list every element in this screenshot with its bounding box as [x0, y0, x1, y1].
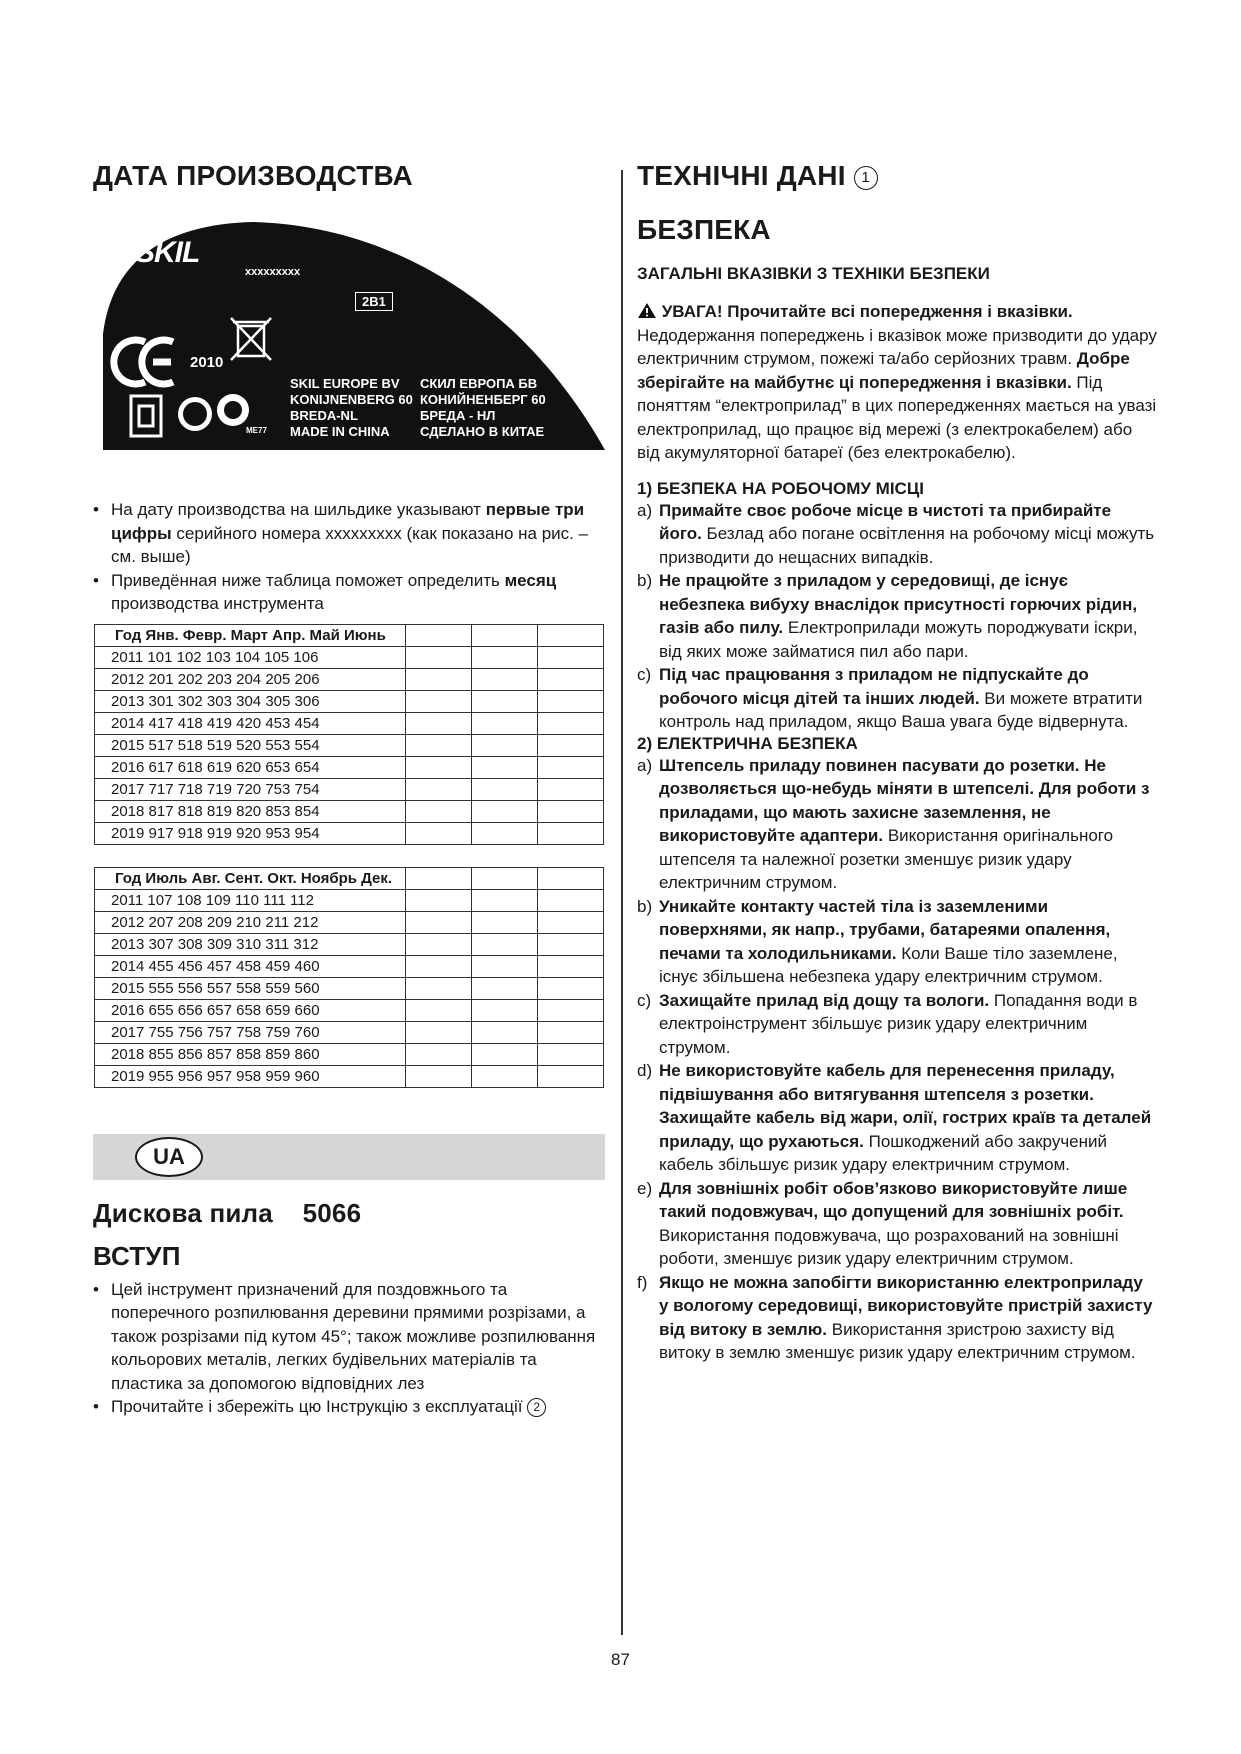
- table-cell-empty: [538, 756, 604, 778]
- table-cell-empty: [538, 1043, 604, 1065]
- nameplate-image: [93, 214, 605, 510]
- table-cell-empty: [538, 800, 604, 822]
- table-cell: 2019 917 918 919 920 953 954: [95, 822, 406, 844]
- table-row: [95, 778, 604, 800]
- table-cell: 2012 201 202 203 204 205 206: [95, 668, 406, 690]
- table-cell: Год Июль Авг. Сент. Окт. Ноябрь Дек.: [95, 867, 406, 889]
- table-row: [95, 955, 604, 977]
- table-cell-empty: [472, 778, 538, 800]
- page-number: 87: [611, 1650, 630, 1669]
- table-cell: 2015 555 556 557 558 559 560: [95, 977, 406, 999]
- table-cell-empty: [538, 955, 604, 977]
- table-cell: 2014 417 418 419 420 453 454: [95, 712, 406, 734]
- table-cell-empty: [472, 690, 538, 712]
- table-cell-empty: [538, 1021, 604, 1043]
- list-item: f) Якщо не можна запобігти використанню електроприладу у вологому середовищі, використовуйте пристрій захисту від витоку в землю. Використання зристрою захисту від витоку в землю зменшує ризик удару електричним струмом.: [637, 1272, 1153, 1362]
- table-cell-empty: [406, 889, 472, 911]
- list-item: d) Не використовуйте кабель для перенесення приладу, підвішування або витягування штепселя з розетки. Захищайте кабель від жари, олії, гострих країв та деталей приладу, що рухаються. Пошкоджений або закручений кабель збільшує ризик удару електричним струмом.: [637, 1061, 1152, 1174]
- table-cell: 2014 455 456 457 458 459 460: [95, 955, 406, 977]
- table-cell-empty: [472, 1021, 538, 1043]
- table-cell-empty: [538, 624, 604, 646]
- table-row: [95, 668, 604, 690]
- table-row: [95, 889, 604, 911]
- table-cell-empty: [538, 734, 604, 756]
- warning-triangle-icon: [637, 302, 657, 319]
- table-row: [95, 1021, 604, 1043]
- table-cell-empty: [472, 955, 538, 977]
- table-cell-empty: [406, 756, 472, 778]
- table-cell-empty: [406, 977, 472, 999]
- list-item: • Приведённая ниже таблица поможет определить месяц производства инструмента: [93, 569, 605, 616]
- list-item: e) Для зовнішніх робіт обов’язково використовуйте лише такий подовжувач, що допущений для зовнішніх робіт. Використання подовжувача, що розрахований на зовнішні роботи, зменшує ризик удару електричним струмом.: [637, 1178, 1128, 1268]
- intro-bullets: [93, 1278, 605, 1419]
- table-cell-empty: [472, 800, 538, 822]
- table-cell-empty: [406, 734, 472, 756]
- table-cell: 2011 101 102 103 104 105 106: [95, 646, 406, 668]
- table-cell: 2015 517 518 519 520 553 554: [95, 734, 406, 756]
- table-cell: 2017 717 718 719 720 753 754: [95, 778, 406, 800]
- table-cell-empty: [406, 690, 472, 712]
- table-cell-empty: [472, 668, 538, 690]
- table-cell-empty: [538, 933, 604, 955]
- intro-heading: ВСТУП: [93, 1240, 181, 1271]
- table-row: [95, 756, 604, 778]
- list-item: • Цей інструмент призначений для поздовжнього та поперечного розпилювання деревини прямими розрізами, а також розрізами під кутом 45°; також можливе розпилювання кольорових металів, легких будівельних матеріалів та пластика за допомогою відповідних лез: [93, 1278, 605, 1396]
- table-cell: 2016 655 656 657 658 659 660: [95, 999, 406, 1021]
- table-cell-empty: [472, 646, 538, 668]
- serial-placeholder: xxxxxxxxx: [245, 266, 301, 278]
- table-cell-empty: [538, 1065, 604, 1087]
- table-cell-empty: [538, 668, 604, 690]
- list-item: b) Уникайте контакту частей тіла із заземленими поверхнями, як напр., трубами, батареями опалення, печами та холодильниками. Коли Ваше тіло заземлене, існує збільшена небезпека удару електричним струмом.: [637, 896, 1118, 986]
- table-cell: 2016 617 618 619 620 653 654: [95, 756, 406, 778]
- product-title: Дискова пила 5066: [93, 1197, 362, 1228]
- list-item: • Прочитайте і збережіть цю Інструкцію з експлуатації 2: [93, 1395, 605, 1419]
- tech-data-heading: ТЕХНІЧНІ ДАНІ 1: [637, 160, 1157, 192]
- year-label: 2010: [190, 354, 224, 371]
- table-cell-empty: [472, 867, 538, 889]
- table-cell-empty: [472, 712, 538, 734]
- table-cell: Год Янв. Февр. Март Апр. Май Июнь: [95, 624, 406, 646]
- table-cell: 2013 301 302 303 304 305 306: [95, 690, 406, 712]
- month-table-first-half: [94, 624, 604, 845]
- list-item: • На дату производства на шильдике указывают первые три цифры серийного номера xxxxxxxxx (как показано на рис. – см. выше): [93, 498, 605, 569]
- table-cell-empty: [406, 778, 472, 800]
- table-row: [95, 800, 604, 822]
- table-cell-empty: [406, 646, 472, 668]
- table-cell-empty: [406, 955, 472, 977]
- table-cell-empty: [472, 624, 538, 646]
- production-date-bullets: [93, 498, 605, 616]
- table-row: [95, 977, 604, 999]
- table-row: [95, 624, 604, 646]
- electrical-safety-title: 2) ЕЛЕКТРИЧНА БЕЗПЕКА: [637, 733, 858, 753]
- table-cell-empty: [538, 646, 604, 668]
- table-cell-empty: [406, 1065, 472, 1087]
- table-cell-empty: [472, 977, 538, 999]
- table-cell-empty: [406, 999, 472, 1021]
- production-date-heading: ДАТА ПРОИЗВОДСТВА: [93, 160, 413, 191]
- table-row: [95, 911, 604, 933]
- table-cell-empty: [406, 800, 472, 822]
- table-cell-empty: [406, 668, 472, 690]
- warning-paragraph: УВАГА! Прочитайте всі попередження і вказівки. Недодержання попереджень і вказівок може призводити до удару електричним струмом, пожежі та/або серйозних травм. Добре зберігайте на майбутнє ці попередження і вказівки. Під поняттям “електроприлад” в цих попередженнях мається на увазі електроприлад, що працює від мережі (з електрокабелем) або від акумуляторної батареї (без електрокабелю).: [637, 302, 1157, 462]
- table-cell-empty: [472, 756, 538, 778]
- code-label: 2B1: [355, 292, 393, 311]
- table-cell-empty: [472, 911, 538, 933]
- table-cell-empty: [406, 1043, 472, 1065]
- safety-heading: БЕЗПЕКА: [637, 214, 771, 245]
- table-cell-empty: [406, 712, 472, 734]
- table-cell-empty: [538, 690, 604, 712]
- table-row: [95, 690, 604, 712]
- table-cell-empty: [406, 1021, 472, 1043]
- left-column: [93, 160, 605, 1419]
- cert-mark: ME77: [246, 426, 267, 435]
- table-row: [95, 933, 604, 955]
- table-cell-empty: [472, 1065, 538, 1087]
- table-cell-empty: [406, 822, 472, 844]
- table-cell: 2011 107 108 109 110 111 112: [95, 889, 406, 911]
- table-cell-empty: [538, 867, 604, 889]
- brand-logo: SKIL: [135, 236, 200, 269]
- table-row: [95, 734, 604, 756]
- table-cell-empty: [406, 911, 472, 933]
- list-item: c) Захищайте прилад від дощу та вологи. Попадання води в електроінструмент збільшує ризик удару електричним струмом.: [637, 990, 1138, 1057]
- table-row: [95, 822, 604, 844]
- table-cell-empty: [538, 712, 604, 734]
- table-cell: 2013 307 308 309 310 311 312: [95, 933, 406, 955]
- table-cell-empty: [472, 734, 538, 756]
- table-cell-empty: [472, 933, 538, 955]
- table-cell-empty: [472, 822, 538, 844]
- table-cell-empty: [538, 977, 604, 999]
- workplace-safety-title: 1) БЕЗПЕКА НА РОБОЧОМУ МІСЦІ: [637, 478, 924, 498]
- list-item: b) Не працюйте з приладом у середовищі, де існує небезпека вибуху внаслідок присутності горючих рідин, газів або пилу. Електроприлади можуть породжувати іскри, від яких може займатися пил або пари.: [637, 571, 1138, 661]
- figure-ref: 2: [527, 1398, 546, 1417]
- table-row: [95, 867, 604, 889]
- table-cell-empty: [538, 911, 604, 933]
- table-row: [95, 1065, 604, 1087]
- address-cyrillic: СКИЛ ЕВРОПА БВ КОНИЙНЕНБЕРГ 60 БРЕДА - НЛ СДЕЛАНО В КИТАЕ: [420, 376, 546, 439]
- language-badge: UA: [135, 1137, 203, 1177]
- table-row: [95, 646, 604, 668]
- list-item: a) Штепсель приладу повинен пасувати до розетки. Не дозволяється що-небудь міняти в штепселі. Для роботи з приладами, що мають захисне заземлення, не використовуйте адаптери. Використання оригінального штепселя та належної розетки зменшує ризик удару електричним струмом.: [637, 755, 1150, 892]
- table-cell-empty: [538, 999, 604, 1021]
- table-cell: 2012 207 208 209 210 211 212: [95, 911, 406, 933]
- table-cell-empty: [538, 822, 604, 844]
- general-safety-heading: ЗАГАЛЬНІ ВКАЗІВКИ З ТЕХНІКИ БЕЗПЕКИ: [637, 264, 990, 283]
- table-cell: 2018 817 818 819 820 853 854: [95, 800, 406, 822]
- month-table-second-half: [94, 867, 604, 1088]
- table-cell-empty: [406, 624, 472, 646]
- table-row: [95, 999, 604, 1021]
- table-cell: 2019 955 956 957 958 959 960: [95, 1065, 406, 1087]
- table-row: [95, 712, 604, 734]
- address-latin: SKIL EUROPE BV KONIJNENBERG 60 BREDA-NL MADE IN CHINA: [290, 376, 413, 439]
- table-cell: 2018 855 856 857 858 859 860: [95, 1043, 406, 1065]
- table-cell-empty: [406, 933, 472, 955]
- table-cell: 2017 755 756 757 758 759 760: [95, 1021, 406, 1043]
- table-row: [95, 1043, 604, 1065]
- table-cell-empty: [538, 889, 604, 911]
- language-band: [93, 1134, 605, 1180]
- table-cell-empty: [538, 778, 604, 800]
- list-item: a) Примайте своє робоче місце в чистоті та прибирайте його. Безлад або погане освітлення на робочому місці можуть призводити до нещасних випадків.: [637, 500, 1155, 567]
- table-cell-empty: [472, 999, 538, 1021]
- table-cell-empty: [472, 889, 538, 911]
- table-cell-empty: [406, 867, 472, 889]
- figure-ref: 1: [854, 166, 878, 190]
- column-divider: [621, 170, 623, 1635]
- list-item: c) Під час працювання з приладом не підпускайте до робочого місця дітей та інших людей. Ви можете втратити контроль над приладом, якщо Ваша увага буде відвернута.: [637, 665, 1143, 731]
- table-cell-empty: [472, 1043, 538, 1065]
- right-column: [637, 160, 1157, 1365]
